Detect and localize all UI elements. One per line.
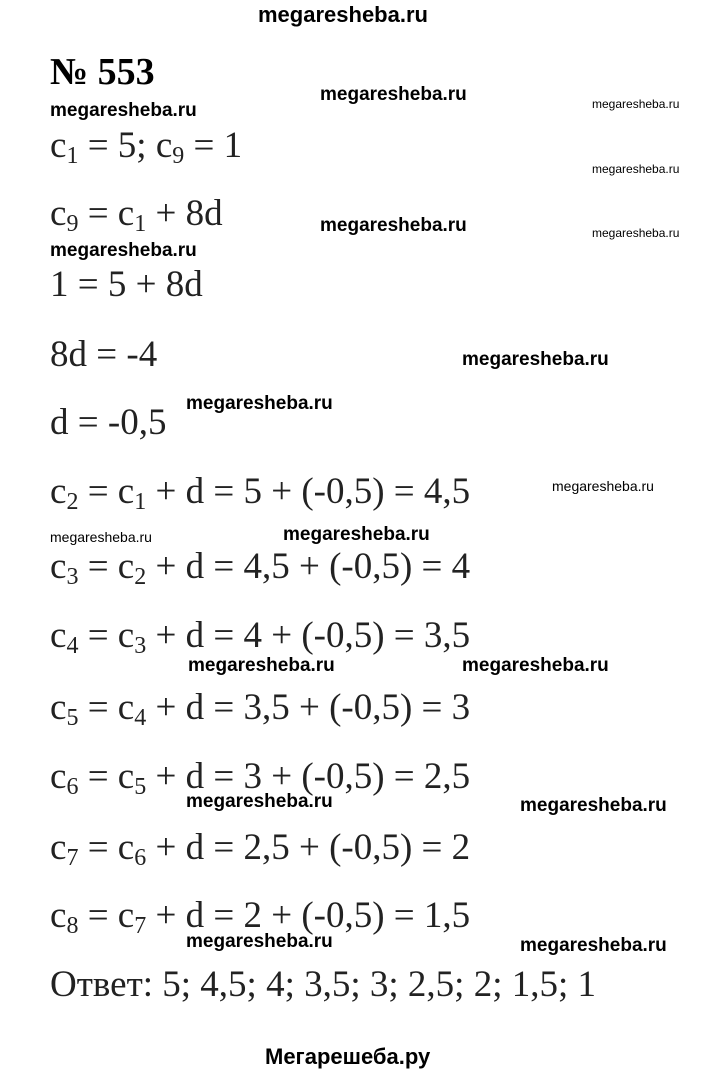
equation-line: $c_8 = c_7 + d = 2 + (-0,5) = 1,5$ [50,895,471,939]
watermark: megaresheba.ru [50,240,197,261]
equation-line: $c_4 = c_3 + d = 4 + (-0,5) = 3,5$ [50,615,471,659]
watermark: megaresheba.ru [520,935,667,956]
equation-line: d = -0,5 [50,402,167,443]
equation-line: $c_6 = c_5 + d = 3 + (-0,5) = 2,5$ [50,756,471,800]
equation-line: $c_2 = c_1 + d = 5 + (-0,5) = 4,5$ [50,471,471,515]
problem-number: № 553 [50,51,155,93]
watermark: megaresheba.ru [552,478,654,494]
watermark: megaresheba.ru [462,349,609,370]
watermark: megaresheba.ru [50,529,152,545]
watermark: megaresheba.ru [520,795,667,816]
watermark: megaresheba.ru [592,97,680,111]
equation-line: $c_9 = c_1 + 8d$ [50,193,223,237]
equation-line: 1 = 5 + 8d [50,264,203,305]
watermark: megaresheba.ru [50,100,197,121]
watermark: megaresheba.ru [186,791,333,812]
watermark: megaresheba.ru [320,84,467,105]
site-header: megaresheba.ru [258,2,428,27]
equation-line: $c_3 = c_2 + d = 4,5 + (-0,5) = 4$ [50,546,471,590]
watermark: megaresheba.ru [320,215,467,236]
answer-line: Ответ: 5; 4,5; 4; 3,5; 3; 2,5; 2; 1,5; 1 [50,964,597,1005]
equation-line: 8d = -4 [50,334,158,375]
site-footer: Мегарешеба.ру [265,1044,431,1069]
watermark: megaresheba.ru [188,655,335,676]
equation-line: $c_7 = c_6 + d = 2,5 + (-0,5) = 2$ [50,827,471,871]
watermark: megaresheba.ru [283,524,430,545]
equation-line: $c_1 = 5$; $c_9 = 1$ [50,125,243,169]
watermark: megaresheba.ru [186,931,333,952]
watermark: megaresheba.ru [186,393,333,414]
watermark: megaresheba.ru [592,226,680,240]
watermark: megaresheba.ru [592,162,680,176]
watermark: megaresheba.ru [462,655,609,676]
equation-line: $c_5 = c_4 + d = 3,5 + (-0,5) = 3$ [50,687,471,731]
